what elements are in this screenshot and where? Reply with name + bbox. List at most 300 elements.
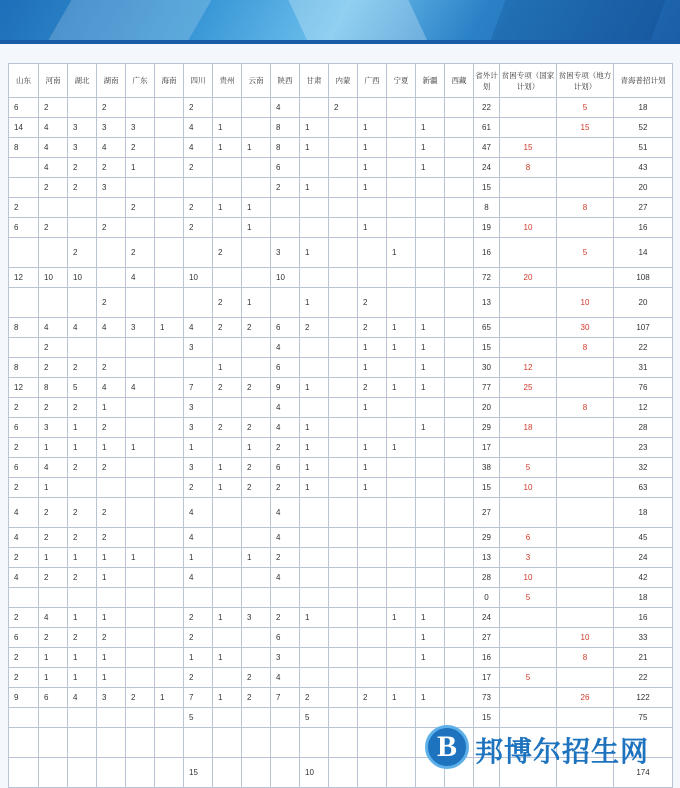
table-cell — [271, 708, 300, 728]
table-cell: 4 — [68, 318, 97, 338]
watermark-logo — [425, 717, 680, 777]
table-cell — [126, 668, 155, 688]
table-cell — [329, 268, 358, 288]
table-cell: 3 — [184, 398, 213, 418]
table-cell: 2 — [242, 458, 271, 478]
table-cell — [445, 688, 474, 708]
column-header: 广西 — [358, 64, 387, 98]
table-cell — [300, 648, 329, 668]
table-cell — [358, 648, 387, 668]
table-cell — [39, 198, 68, 218]
table-cell — [155, 648, 184, 668]
table-cell: 32 — [614, 458, 673, 478]
table-cell — [300, 268, 329, 288]
table-cell — [445, 398, 474, 418]
table-cell: 77 — [474, 378, 500, 398]
table-cell: 23 — [614, 438, 673, 458]
table-cell — [9, 588, 39, 608]
table-cell: 2 — [9, 398, 39, 418]
table-cell — [213, 398, 242, 418]
table-cell: 4 — [184, 138, 213, 158]
table-cell — [300, 338, 329, 358]
table-cell — [329, 758, 358, 788]
table-cell: 4 — [39, 138, 68, 158]
table-cell: 1 — [358, 158, 387, 178]
table-cell: 2 — [184, 198, 213, 218]
table-cell: 4 — [184, 118, 213, 138]
table-cell: 28 — [474, 568, 500, 588]
table-cell: 2 — [242, 688, 271, 708]
column-header: 新疆 — [416, 64, 445, 98]
table-cell: 6 — [500, 528, 557, 548]
table-cell — [445, 458, 474, 478]
table-cell — [126, 358, 155, 378]
table-cell — [445, 528, 474, 548]
table-cell — [68, 588, 97, 608]
table-cell: 7 — [184, 378, 213, 398]
table-cell — [329, 568, 358, 588]
table-cell: 1 — [358, 338, 387, 358]
table-cell — [387, 668, 416, 688]
table-cell — [445, 158, 474, 178]
table-cell — [445, 98, 474, 118]
column-header: 贵州 — [213, 64, 242, 98]
table-cell — [445, 178, 474, 198]
table-cell: 4 — [39, 318, 68, 338]
table-cell: 2 — [68, 458, 97, 478]
table-cell — [387, 708, 416, 728]
table-cell — [387, 498, 416, 528]
table-cell — [387, 198, 416, 218]
table-cell: 2 — [97, 628, 126, 648]
table-cell — [300, 398, 329, 418]
table-cell: 14 — [614, 238, 673, 268]
table-cell — [126, 478, 155, 498]
table-row — [9, 218, 673, 238]
table-cell: 3 — [500, 548, 557, 568]
table-row — [9, 528, 673, 548]
table-cell: 1 — [387, 338, 416, 358]
table-cell: 2 — [213, 318, 242, 338]
table-cell: 15 — [557, 118, 614, 138]
table-cell — [97, 758, 126, 788]
table-cell: 4 — [271, 668, 300, 688]
table-cell: 1 — [68, 608, 97, 628]
table-cell — [358, 608, 387, 628]
table-cell: 15 — [500, 138, 557, 158]
table-cell: 2 — [9, 438, 39, 458]
table-cell — [155, 588, 184, 608]
table-cell — [155, 608, 184, 628]
table-cell — [445, 318, 474, 338]
table-cell: 2 — [39, 218, 68, 238]
table-cell: 1 — [387, 378, 416, 398]
table-cell — [155, 138, 184, 158]
table-cell — [445, 418, 474, 438]
table-cell — [445, 668, 474, 688]
table-cell: 27 — [614, 198, 673, 218]
table-cell: 3 — [97, 118, 126, 138]
table-cell: 8 — [271, 138, 300, 158]
table-cell: 1 — [97, 668, 126, 688]
table-cell: 1 — [213, 688, 242, 708]
table-row — [9, 668, 673, 688]
table-cell — [500, 178, 557, 198]
table-cell — [242, 268, 271, 288]
table-cell — [416, 98, 445, 118]
table-cell: 2 — [242, 668, 271, 688]
table-cell — [358, 708, 387, 728]
table-cell: 12 — [9, 378, 39, 398]
table-cell: 7 — [184, 688, 213, 708]
table-cell — [358, 588, 387, 608]
table-cell: 4 — [39, 118, 68, 138]
table-cell — [329, 458, 358, 478]
column-header: 湖北 — [68, 64, 97, 98]
table-cell: 76 — [614, 378, 673, 398]
enrollment-plan-table-container — [8, 63, 672, 788]
table-cell — [39, 588, 68, 608]
table-cell: 2 — [68, 158, 97, 178]
table-cell — [445, 118, 474, 138]
table-cell: 1 — [97, 568, 126, 588]
table-cell: 43 — [614, 158, 673, 178]
table-cell: 13 — [474, 288, 500, 318]
table-cell: 2 — [68, 178, 97, 198]
table-cell: 2 — [358, 288, 387, 318]
table-cell — [557, 528, 614, 548]
table-cell: 1 — [155, 688, 184, 708]
table-cell — [97, 268, 126, 288]
table-cell — [300, 628, 329, 648]
table-cell: 30 — [557, 318, 614, 338]
table-cell — [329, 358, 358, 378]
table-cell — [213, 218, 242, 238]
table-cell — [126, 338, 155, 358]
table-cell: 2 — [213, 418, 242, 438]
table-cell — [500, 318, 557, 338]
table-cell — [184, 288, 213, 318]
table-cell: 2 — [97, 458, 126, 478]
table-cell: 1 — [300, 458, 329, 478]
table-cell: 3 — [97, 178, 126, 198]
table-cell: 24 — [474, 158, 500, 178]
table-cell: 73 — [474, 688, 500, 708]
table-cell: 1 — [416, 158, 445, 178]
table-cell: 2 — [184, 628, 213, 648]
table-cell — [213, 548, 242, 568]
column-header: 陕西 — [271, 64, 300, 98]
table-cell: 1 — [213, 648, 242, 668]
table-cell — [97, 478, 126, 498]
table-cell: 10 — [300, 758, 329, 788]
table-cell — [213, 588, 242, 608]
table-cell: 2 — [39, 358, 68, 378]
table-cell — [213, 338, 242, 358]
table-row — [9, 238, 673, 268]
column-header: 西藏 — [445, 64, 474, 98]
table-cell — [500, 498, 557, 528]
table-cell: 5 — [557, 238, 614, 268]
table-cell — [155, 668, 184, 688]
table-cell: 174 — [614, 758, 673, 788]
table-cell — [155, 198, 184, 218]
table-cell — [416, 178, 445, 198]
table-cell — [126, 708, 155, 728]
table-cell: 75 — [614, 708, 673, 728]
table-cell: 1 — [68, 418, 97, 438]
table-cell: 107 — [614, 318, 673, 338]
table-cell: 10 — [271, 268, 300, 288]
table-cell — [68, 198, 97, 218]
table-cell — [155, 288, 184, 318]
column-header: 贫困专项（地方计划） — [557, 64, 614, 98]
table-cell — [329, 218, 358, 238]
table-cell — [557, 608, 614, 628]
table-cell — [445, 438, 474, 458]
table-cell: 6 — [39, 688, 68, 708]
table-cell: 1 — [213, 138, 242, 158]
table-cell: 2 — [68, 238, 97, 268]
table-cell — [155, 268, 184, 288]
table-cell — [329, 418, 358, 438]
table-cell — [242, 648, 271, 668]
column-header: 山东 — [9, 64, 39, 98]
table-cell: 12 — [500, 358, 557, 378]
watermark-text: 邦博尔招生网 — [475, 735, 650, 768]
table-cell — [557, 438, 614, 458]
table-cell: 2 — [97, 528, 126, 548]
table-cell — [126, 648, 155, 668]
table-cell — [39, 288, 68, 318]
table-cell — [242, 118, 271, 138]
table-cell: 4 — [271, 398, 300, 418]
table-cell — [242, 568, 271, 588]
table-cell: 6 — [9, 418, 39, 438]
table-cell: 45 — [614, 528, 673, 548]
table-cell: 18 — [614, 98, 673, 118]
table-cell: 28 — [614, 418, 673, 438]
table-cell — [358, 98, 387, 118]
table-cell — [416, 528, 445, 548]
table-cell: 4 — [97, 378, 126, 398]
table-row — [9, 318, 673, 338]
table-cell: 2 — [39, 568, 68, 588]
table-cell — [500, 648, 557, 668]
table-cell — [358, 498, 387, 528]
table-cell — [242, 728, 271, 758]
table-cell: 2 — [9, 478, 39, 498]
table-cell — [416, 668, 445, 688]
table-cell: 5 — [68, 378, 97, 398]
table-cell — [329, 118, 358, 138]
table-cell: 2 — [39, 178, 68, 198]
column-header: 湖南 — [97, 64, 126, 98]
table-cell: 18 — [614, 498, 673, 528]
table-cell — [300, 548, 329, 568]
table-cell: 4 — [97, 318, 126, 338]
table-cell — [126, 418, 155, 438]
table-cell — [329, 588, 358, 608]
table-cell — [329, 728, 358, 758]
table-cell: 4 — [9, 568, 39, 588]
table-cell: 1 — [358, 438, 387, 458]
table-cell — [126, 458, 155, 478]
table-cell: 2 — [68, 358, 97, 378]
table-cell: 6 — [271, 358, 300, 378]
table-cell: 6 — [271, 158, 300, 178]
table-cell — [500, 238, 557, 268]
table-cell: 2 — [126, 238, 155, 268]
table-cell: 2 — [39, 98, 68, 118]
table-cell: 1 — [213, 118, 242, 138]
table-cell — [387, 138, 416, 158]
table-cell — [155, 158, 184, 178]
table-cell — [184, 358, 213, 378]
table-cell: 1 — [387, 608, 416, 628]
table-cell: 2 — [68, 568, 97, 588]
table-cell: 1 — [242, 138, 271, 158]
table-cell: 4 — [271, 568, 300, 588]
table-cell — [213, 98, 242, 118]
table-row — [9, 418, 673, 438]
table-cell: 4 — [97, 138, 126, 158]
table-cell: 10 — [500, 478, 557, 498]
table-cell: 1 — [184, 548, 213, 568]
table-cell: 0 — [474, 588, 500, 608]
table-cell: 1 — [358, 478, 387, 498]
table-cell: 10 — [500, 218, 557, 238]
table-cell: 1 — [358, 458, 387, 478]
table-cell: 2 — [9, 198, 39, 218]
table-cell: 1 — [387, 688, 416, 708]
table-cell: 1 — [300, 138, 329, 158]
table-cell — [300, 158, 329, 178]
table-cell — [387, 398, 416, 418]
table-cell — [68, 728, 97, 758]
table-cell — [300, 528, 329, 548]
table-cell — [300, 498, 329, 528]
table-cell: 6 — [9, 458, 39, 478]
table-cell — [184, 178, 213, 198]
table-cell: 16 — [474, 648, 500, 668]
table-cell: 1 — [387, 238, 416, 268]
table-cell — [445, 548, 474, 568]
table-cell: 1 — [358, 118, 387, 138]
table-cell — [557, 548, 614, 568]
table-cell — [271, 728, 300, 758]
table-cell: 1 — [39, 668, 68, 688]
table-cell: 1 — [97, 398, 126, 418]
table-cell: 2 — [213, 238, 242, 268]
table-cell — [97, 338, 126, 358]
table-cell: 1 — [68, 648, 97, 668]
table-cell: 3 — [126, 118, 155, 138]
table-cell: 5 — [500, 458, 557, 478]
table-cell — [126, 498, 155, 528]
table-cell — [557, 568, 614, 588]
table-row — [9, 648, 673, 668]
table-cell: 6 — [271, 458, 300, 478]
table-cell: 1 — [416, 628, 445, 648]
table-cell — [213, 568, 242, 588]
table-cell — [9, 758, 39, 788]
table-cell — [155, 568, 184, 588]
table-cell: 2 — [9, 608, 39, 628]
table-cell — [358, 668, 387, 688]
table-cell: 1 — [68, 668, 97, 688]
table-cell — [126, 218, 155, 238]
table-cell — [126, 758, 155, 788]
table-cell: 1 — [416, 608, 445, 628]
table-body — [9, 98, 673, 788]
table-cell — [155, 378, 184, 398]
table-cell — [213, 528, 242, 548]
table-cell — [184, 588, 213, 608]
table-cell: 8 — [557, 198, 614, 218]
table-cell: 6 — [9, 98, 39, 118]
table-cell: 1 — [387, 318, 416, 338]
column-header: 云南 — [242, 64, 271, 98]
table-cell: 8 — [9, 138, 39, 158]
table-cell: 27 — [474, 628, 500, 648]
table-cell: 21 — [614, 648, 673, 668]
table-cell: 2 — [271, 438, 300, 458]
table-cell — [445, 268, 474, 288]
table-cell — [155, 498, 184, 528]
table-cell — [242, 178, 271, 198]
table-cell — [387, 548, 416, 568]
table-cell — [445, 338, 474, 358]
table-cell: 2 — [271, 478, 300, 498]
table-cell: 8 — [9, 358, 39, 378]
table-cell: 16 — [614, 218, 673, 238]
table-cell — [445, 608, 474, 628]
table-row — [9, 138, 673, 158]
table-cell — [416, 238, 445, 268]
table-cell — [300, 198, 329, 218]
table-cell — [445, 288, 474, 318]
table-cell: 2 — [68, 398, 97, 418]
table-cell — [387, 478, 416, 498]
table-cell: 27 — [474, 498, 500, 528]
table-cell: 52 — [614, 118, 673, 138]
table-cell — [242, 358, 271, 378]
table-cell — [557, 268, 614, 288]
table-cell — [387, 268, 416, 288]
table-cell: 3 — [126, 318, 155, 338]
table-cell — [126, 568, 155, 588]
table-cell — [329, 438, 358, 458]
table-cell — [213, 708, 242, 728]
table-cell — [445, 358, 474, 378]
table-cell: 1 — [358, 218, 387, 238]
table-cell — [329, 668, 358, 688]
table-cell — [445, 138, 474, 158]
table-cell: 1 — [39, 438, 68, 458]
table-cell — [416, 458, 445, 478]
table-cell: 6 — [9, 218, 39, 238]
table-cell — [387, 218, 416, 238]
table-cell: 2 — [242, 378, 271, 398]
table-cell: 8 — [557, 648, 614, 668]
table-cell — [329, 528, 358, 548]
table-cell — [68, 288, 97, 318]
table-cell: 3 — [68, 118, 97, 138]
table-cell: 3 — [184, 458, 213, 478]
table-cell — [155, 758, 184, 788]
table-cell: 29 — [474, 528, 500, 548]
